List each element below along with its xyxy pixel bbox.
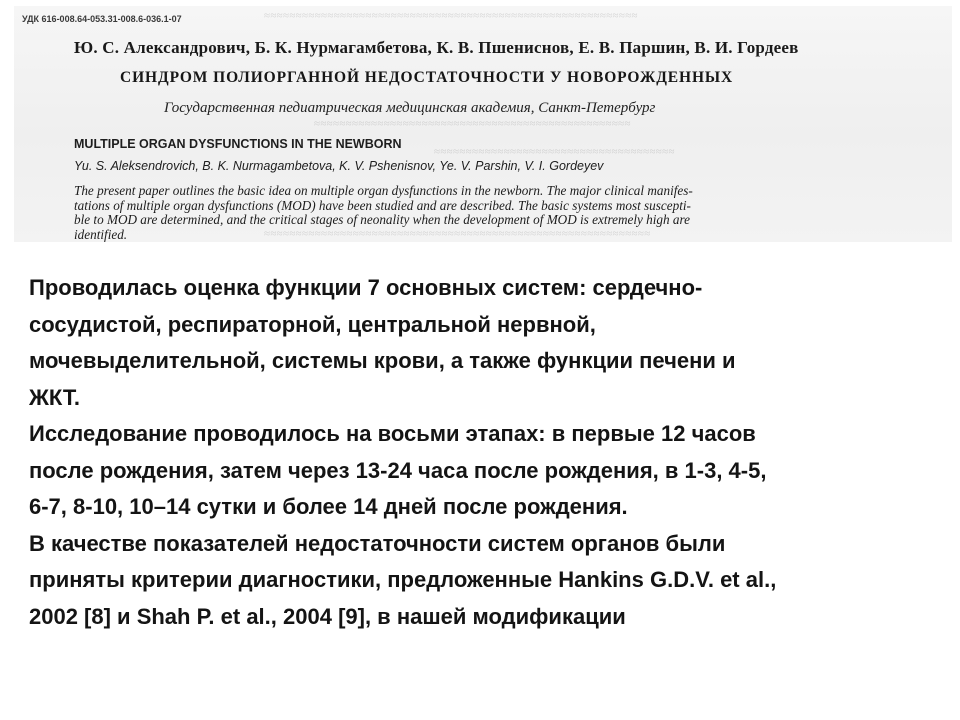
scanned-article-header [14, 6, 952, 242]
body-line: В качестве показателей недостаточности систем органов были [29, 530, 726, 556]
abstract-line: ble to MOD are determined, and the critical stages of neonality when the development of MOD is extremely high are [74, 212, 690, 228]
body-line: после рождения, затем через 13-24 часа после рождения, в 1-3, 4-5, [29, 457, 767, 483]
slide-body-text [29, 270, 939, 635]
bleed-through-texture: ≈≈≈≈≈≈≈≈≈≈≈≈≈≈≈≈≈≈≈≈≈≈≈≈≈≈≈≈≈≈≈≈≈≈≈≈≈≈≈≈≈≈≈≈≈≈≈≈≈≈ [314, 118, 631, 130]
body-line: приняты критерии диагностики, предложенные Hankins G.D.V. et al., [29, 567, 777, 592]
body-line: 6-7, 8-10, 10–14 сутки и более 14 дней после рождения. [29, 494, 628, 519]
authors-russian: Ю. С. Александрович, Б. К. Нурмагамбетова, К. В. Пшениснов, Е. В. Паршин, В. И. Гордеев [74, 38, 799, 57]
body-line: 2002 [8] и Shah P. et al., 2004 [9], в нашей модификации [29, 603, 626, 629]
body-line: Проводилась оценка функции 7 основных систем: сердечно- [29, 275, 703, 300]
body-line: сосудистой, респираторной, центральной нервной, [29, 311, 596, 337]
body-line: Исследование проводилось на восьми этапах: в первые 12 часов [29, 421, 756, 446]
bleed-through-texture: ≈≈≈≈≈≈≈≈≈≈≈≈≈≈≈≈≈≈≈≈≈≈≈≈≈≈≈≈≈≈≈≈≈≈≈≈≈≈≈≈≈≈≈≈≈≈≈≈≈≈≈≈≈≈≈≈≈≈≈≈≈ [264, 228, 651, 240]
article-title-english: MULTIPLE ORGAN DYSFUNCTIONS IN THE NEWBORN [74, 137, 402, 151]
abstract-line: identified. [74, 226, 128, 242]
bleed-through-texture: ≈≈≈≈≈≈≈≈≈≈≈≈≈≈≈≈≈≈≈≈≈≈≈≈≈≈≈≈≈≈≈≈≈≈≈≈≈≈ [434, 146, 675, 158]
body-line: ЖКТ. [29, 384, 80, 410]
authors-english: Yu. S. Aleksendrovich, B. K. Nurmagambetova, K. V. Pshenisnov, Ye. V. Parshin, V. I. Gordeyev [74, 159, 604, 173]
affiliation-russian: Государственная педиатрическая медицинская академия, Санкт-Петербург [164, 100, 656, 116]
udc-code: УДК 616-008.64-053.31-008.6-036.1-07 [22, 14, 182, 24]
abstract-english [74, 184, 946, 242]
abstract-line: The present paper outlines the basic idea on multiple organ dysfunctions in the newborn. The major clinical manifes- [74, 183, 693, 198]
article-title-russian: СИНДРОМ ПОЛИОРГАННОЙ НЕДОСТАТОЧНОСТИ У НОВОРОЖДЕННЫХ [120, 69, 734, 86]
abstract-line: tations of multiple organ dysfunctions (MOD) have been studied and are described. The basic systems most suscepti- [74, 197, 691, 213]
bleed-through-texture: ≈≈≈≈≈≈≈≈≈≈≈≈≈≈≈≈≈≈≈≈≈≈≈≈≈≈≈≈≈≈≈≈≈≈≈≈≈≈≈≈≈≈≈≈≈≈≈≈≈≈≈≈≈≈≈≈≈≈≈ [264, 10, 638, 22]
body-line: мочевыделительной, системы крови, а также функции печени и [29, 348, 736, 373]
